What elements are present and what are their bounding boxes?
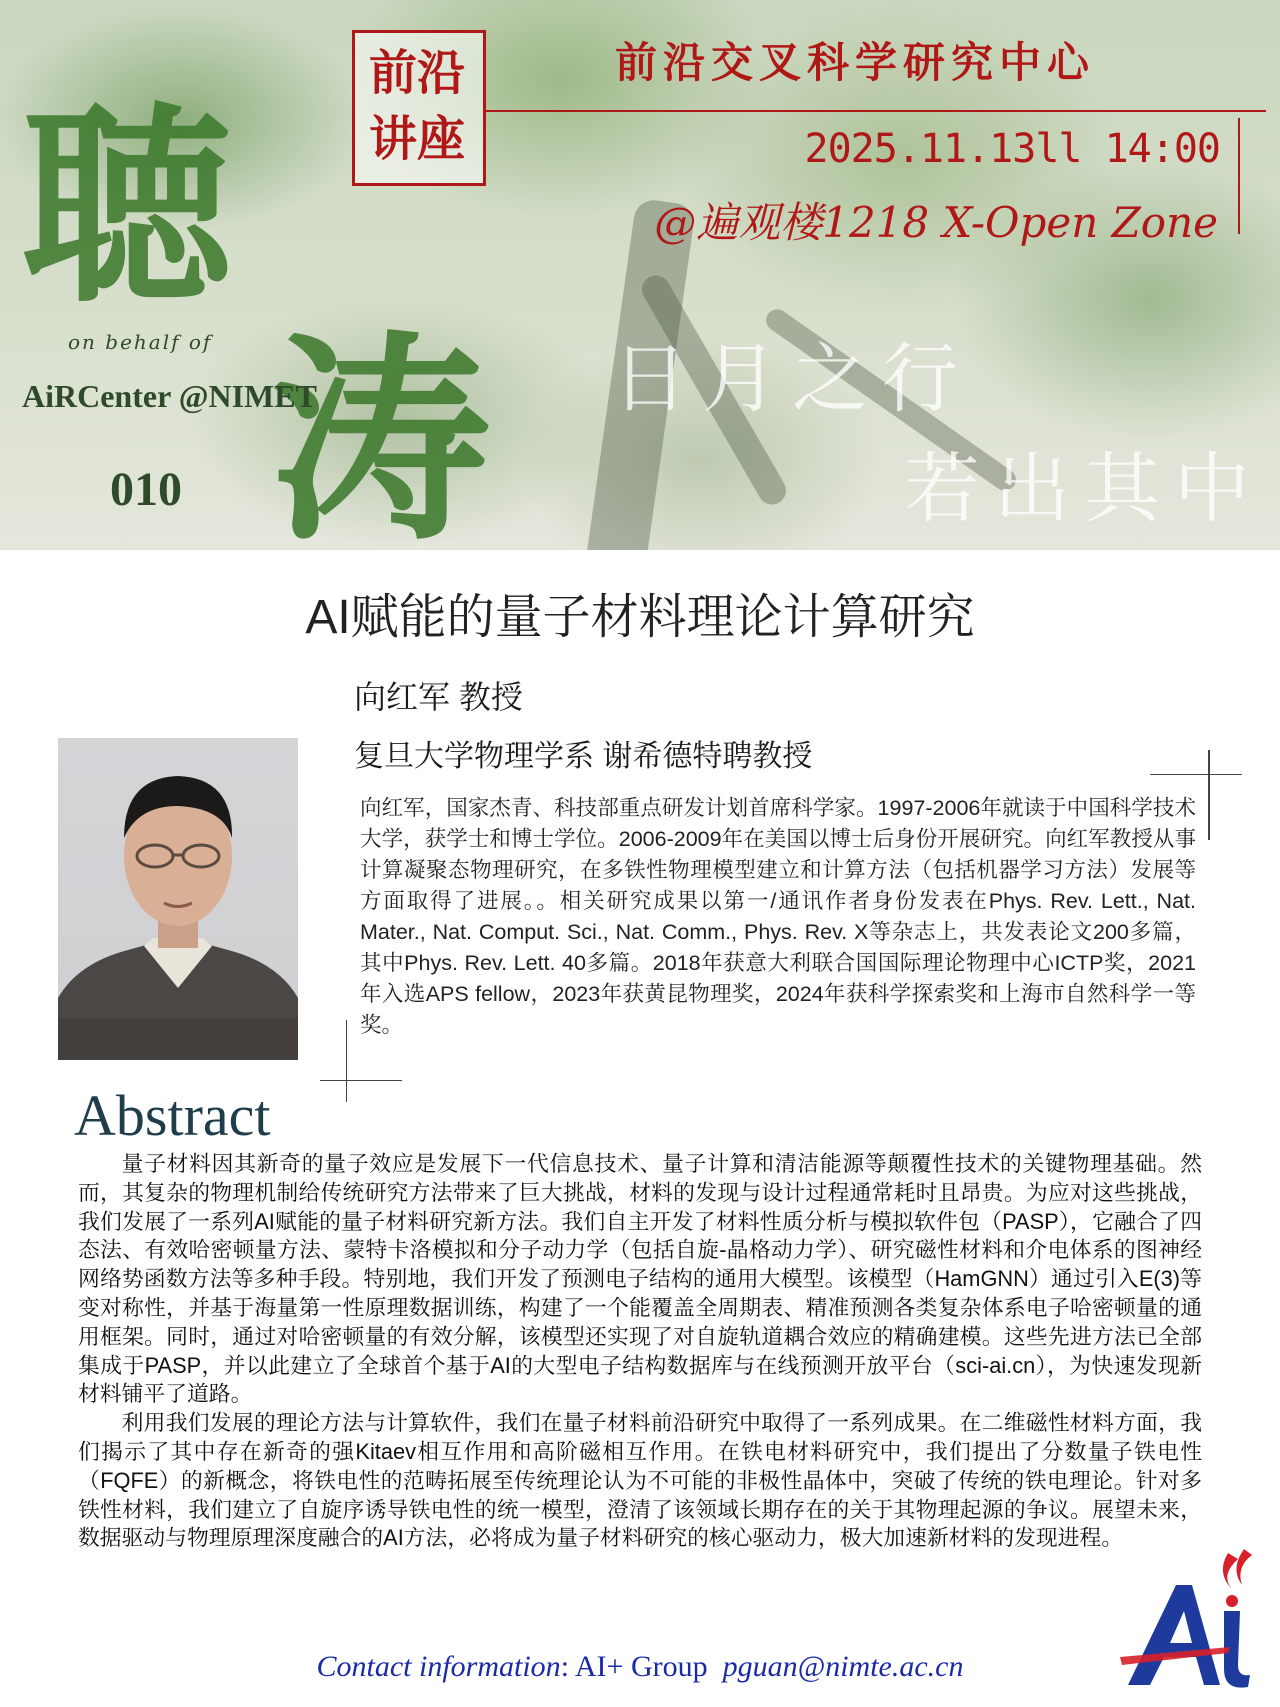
talk-title: AI赋能的量子材料理论计算研究 [305, 591, 975, 644]
speaker-photo [58, 738, 298, 1060]
calligraphy-char-1: 聴 [22, 84, 233, 331]
speaker-affiliation: 复旦大学物理学系 谢希德特聘教授 [354, 740, 813, 773]
event-location: @遍观楼1218 X-Open Zone [654, 198, 1218, 247]
series-title-line2: 讲座 [369, 111, 466, 167]
event-datetime: 2025.11.13ll 14:00 [804, 126, 1220, 172]
speaker-name: 向红军 教授 [354, 679, 523, 715]
contact-email-link[interactable]: pguan@nimte.ac.cn [722, 1650, 964, 1683]
on-behalf-text: on behalf of [68, 330, 213, 354]
decorative-crosshair-h2 [320, 1080, 402, 1081]
abstract-heading: Abstract [74, 1083, 271, 1148]
issue-number: 010 [110, 463, 182, 516]
center-name: 前沿交叉科学研究中心 [615, 38, 1096, 87]
series-title-box [352, 30, 486, 186]
abstract-body [78, 1150, 1202, 1553]
decorative-crosshair-v2 [346, 1020, 347, 1102]
abstract-paragraph-2: 利用我们发展的理论方法与计算软件，我们在量子材料前沿研究中取得了一系列成果。在二维磁性材料方面，我们揭示了其中存在新奇的强Kitaev相互作用和高阶磁相互作用。在铁电材料研究中，我们提出了分数量子铁电性（FQFE）的新概念，将铁电性的范畴拓展至传统理论认为不可能的非极性晶体中，突破了传统的铁电理论。针对多铁性材料，我们建立了自旋序诱导铁电性的统一模型，澄清了该领域长期存在的关于其物理起源的争议。展望未来，数据驱动与物理原理深度融合的AI方法，必将成为量子材料研究的核心驱动力，极大加速新材料的发现进程。 [78, 1410, 1202, 1551]
series-title-line1: 前沿 [369, 45, 466, 101]
calligraphy-char-2: 涛 [270, 311, 491, 550]
contact-line [0, 1650, 1280, 1684]
contact-label: Contact information [316, 1650, 561, 1683]
motto-line2: 若出其中 [904, 444, 1264, 533]
abstract-paragraph-1: 量子材料因其新奇的量子效应是发展下一代信息技术、量子计算和清洁能源等颠覆性技术的关键物理基础。然而，其复杂的物理机制给传统研究方法带来了巨大挑战，材料的发现与设计过程通常耗时且昂贵。为应对这些挑战，我们发展了一系列AI赋能的量子材料研究新方法。我们自主开发了材料性质分析与模拟软件包（PASP），它融合了四态法、有效哈密顿量方法、蒙特卡洛模拟和分子动力学（包括自旋-晶格动力学）、研究磁性材料和介电体系的图神经网络势函数方法等多种手段。特别地，我们开发了预测电子结构的通用大模型。该模型（HamGNN）通过引入E(3)等变对称性，并基于海量第一性原理数据训练，构建了一个能覆盖全周期表、精准预测各类复杂体系电子哈密顿量的通用框架。同时，通过对哈密顿量的有效分解，该模型还实现了对自旋轨道耦合效应的精确建模。这些先进方法已全部集成于PASP，并以此建立了全球首个基于AI的大型电子结构数据库与在线预测开放平台（sci-ai.cn），为快速发现新材料铺平了道路。 [78, 1151, 1202, 1407]
speaker-bio: 向红军，国家杰青、科技部重点研发计划首席科学家。1997-2006年就读于中国科学技术大学，获学士和博士学位。2006-2009年在美国以博士后身份开展研究。向红军教授从事计算凝聚态物理研究，在多铁性物理模型建立和计算方法（包括机器学习方法）发展等方面取得了进展。。相关研究成果以第一/通讯作者身份发表在Phys. Rev. Lett., Nat. Mater., Nat. Comput. Sci., Nat. Comm., Phys. Rev. X等杂志上，共发表论文200多篇，其中Phys. Rev. Lett. 40多篇。2018年获意大利联合国国际理论物理中心ICTP奖，2021年入选APS fellow，2023年获黄昆物理奖，2024年获科学探索奖和上海市自然科学一等奖。 [360, 796, 1196, 1037]
header-rule [486, 110, 1266, 112]
decorative-crosshair-v [1208, 750, 1210, 840]
motto-line1: 日月之行 [612, 334, 972, 423]
header-banner [0, 0, 1280, 550]
contact-group: : AI+ Group [560, 1650, 708, 1683]
organizer-name: AiRCenter @NIMET [22, 378, 317, 414]
decorative-crosshair-h [1150, 774, 1242, 775]
header-rule-vertical [1238, 118, 1240, 234]
speaker-portrait-icon [58, 738, 298, 1060]
